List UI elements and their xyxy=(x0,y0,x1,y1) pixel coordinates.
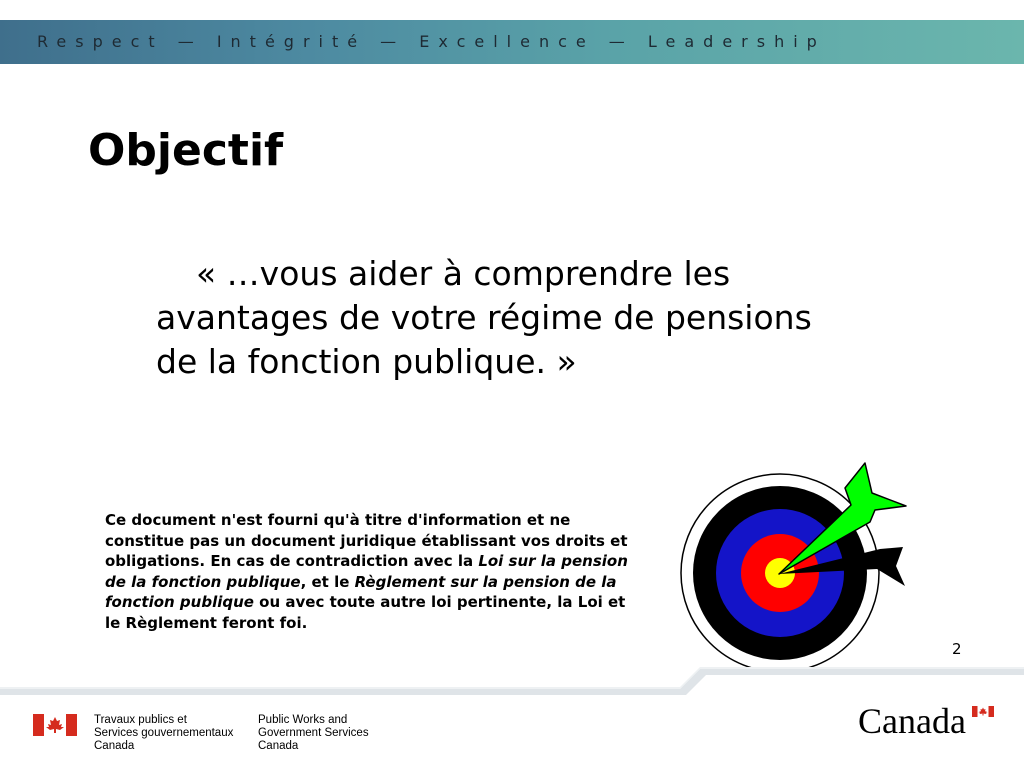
target-icon xyxy=(680,460,920,675)
regulation-name: Règlement sur la pension de la fonction publique xyxy=(105,572,617,611)
values-banner-text: Respect — Intégrité — Excellence — Leadership xyxy=(37,32,826,51)
footer-department-en: Public Works and Government Services Canada xyxy=(258,714,369,752)
slide-title: Objectif xyxy=(88,125,284,176)
canada-wordmark: Canada xyxy=(858,701,966,741)
quote-line-2: avantages de votre régime de pensions xyxy=(156,298,812,337)
footer-divider xyxy=(0,665,1024,697)
footer-department-fr: Travaux publics et Services gouvernementaux Canada xyxy=(94,714,234,752)
quote-line-1: « …vous aider à comprendre les xyxy=(196,254,731,293)
page-number: 2 xyxy=(952,640,962,658)
objective-quote xyxy=(156,252,916,384)
canada-flag-icon xyxy=(33,714,77,736)
legal-disclaimer: Ce document n'est fourni qu'à titre d'information et ne constitue pas un document juridique établissant vos droits et obligations. En cas de contradiction avec la Loi sur la pension de la fonction publique, et le Règlement sur la pension de la fonction publique ou avec toute autre loi pertinente, la Loi et le Règlement feront foi. xyxy=(105,511,628,632)
act-name: Loi sur la pension de la fonction publique xyxy=(105,552,628,591)
values-banner xyxy=(0,20,1024,64)
canada-flag-icon xyxy=(972,706,994,717)
quote-line-3: de la fonction publique. » xyxy=(156,342,577,381)
